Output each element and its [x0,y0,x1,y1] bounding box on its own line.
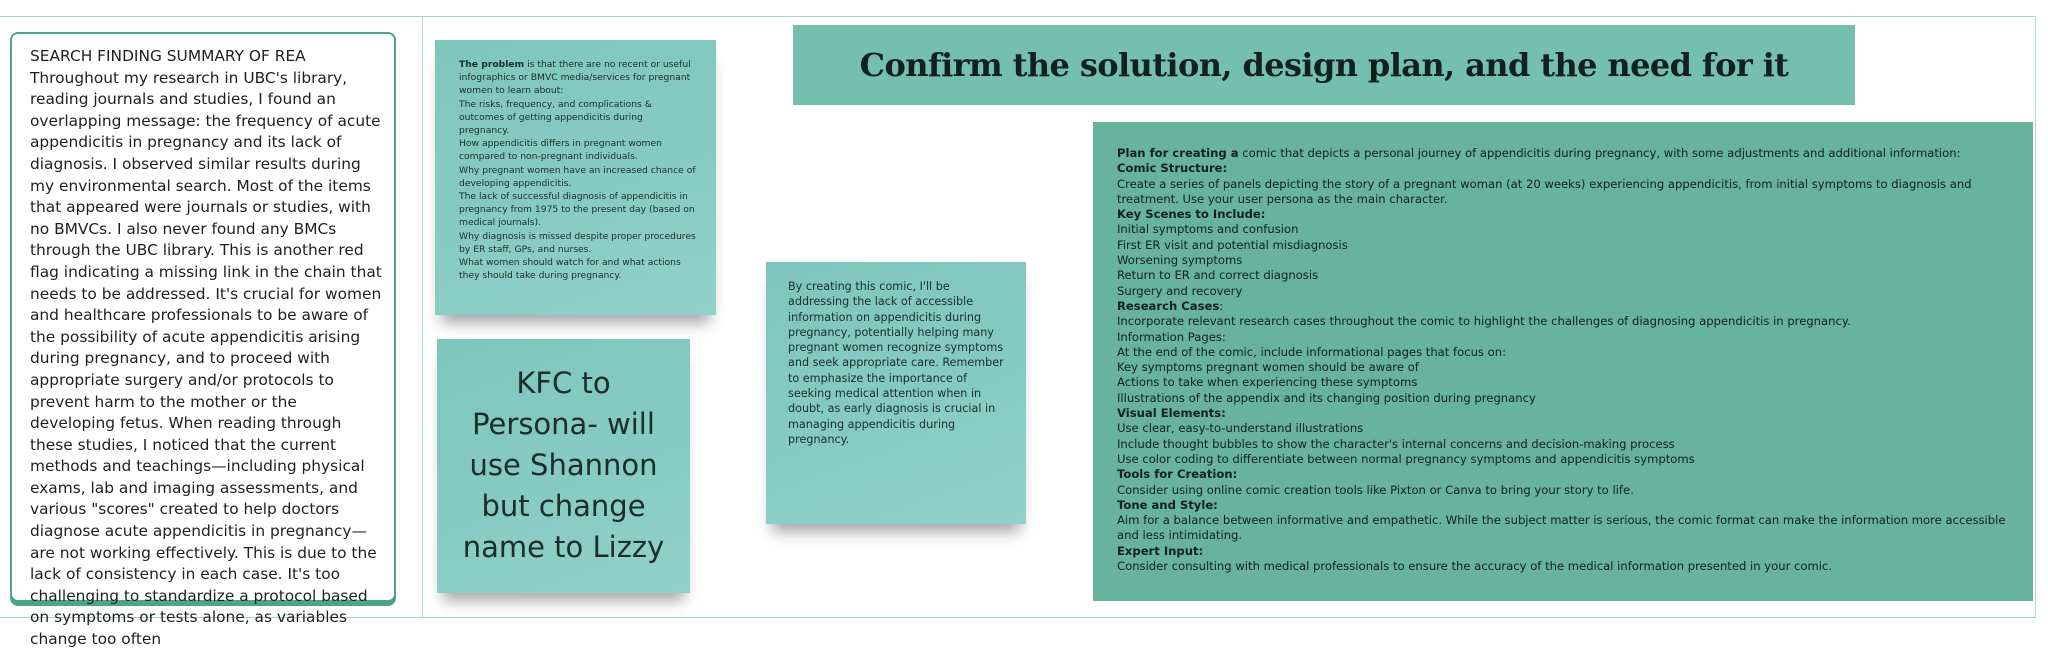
title-banner[interactable] [793,25,1855,105]
problem-note-item: The lack of successful diagnosis of appendicitis in pregnancy from 1975 to the present day (based on medical journals). [459,191,695,229]
design-plan-text [1117,146,2013,574]
problem-note-intro: is that there are no recent or useful infographics or BMVC media/services for pregnant women to learn about: [459,59,691,97]
plan-section-heading [1117,498,2013,513]
problem-note-item: Why pregnant women have an increased chance of developing appendicitis. [459,164,696,189]
plan-line: Incorporate relevant research cases throughout the comic to highlight the challenges of diagnosing appendicitis in pregnancy. [1117,314,1851,329]
plan-intro-rest: comic that depicts a personal journey of appendicitis during pregnancy, with some adjustments and additional information: [1238,146,1961,160]
plan-line: Use color coding to differentiate between normal pregnancy symptoms and appendicitis symptoms [1117,451,1695,466]
problem-note-item: What women should watch for and what actions they should take during pregnancy. [459,257,681,282]
plan-heading-text: Tone and Style: [1117,497,1218,512]
plan-line: Surgery and recovery [1117,283,1243,298]
problem-note-text [459,58,696,282]
plan-heading-text: Key Scenes to Include: [1117,207,1266,222]
plan-line: Aim for a balance between informative and empathetic. While the subject matter is serious, the comic format can make the information more accessible and less intimidating. [1117,513,2006,543]
plan-line: Key symptoms pregnant women should be aware of [1117,360,1419,375]
plan-line: First ER visit and potential misdiagnosis [1117,237,1348,252]
section-divider [422,17,423,617]
design-plan-box[interactable] [1093,122,2033,601]
problem-note-heading: The problem [459,59,525,70]
plan-intro [1117,146,2013,161]
plan-line: Worsening symptoms [1117,253,1243,268]
plan-line: Return to ER and correct diagnosis [1117,268,1319,283]
board-right-edge [2035,17,2036,617]
plan-section-heading [1117,467,2013,482]
plan-section-heading [1117,207,2013,222]
problem-note-item: Why diagnosis is missed despite proper procedures by ER staff, GPs, and nurses. [459,230,696,255]
plan-heading-text: Expert Input: [1117,543,1204,558]
plan-line: At the end of the comic, include informational pages that focus on: [1117,344,1506,359]
comic-purpose-sticky-note[interactable] [766,262,1026,524]
plan-line: Create a series of panels depicting the story of a pregnant woman (at 20 weeks) experiencing appendicitis, from initial symptoms to diagnosis and treatment. Use your user persona as the main character. [1117,176,1972,206]
plan-line: Initial symptoms and confusion [1117,222,1299,237]
plan-heading-text: Tools for Creation: [1117,467,1238,482]
plan-intro-bold: Plan for creating a [1117,146,1239,160]
plan-heading-text: Comic Structure: [1117,161,1228,176]
plan-section-heading [1117,544,2013,559]
plan-line: Consider consulting with medical professionals to ensure the accuracy of the medical information presented in your comic. [1117,559,1833,574]
search-summary-text: SEARCH FINDING SUMMARY OF REA Throughout my research in UBC's library, reading journals and studies, I found an overlapping message: the frequency of acute appendicitis in pregnancy and its lack of diagnosis. I observed similar results during my environmental search. Most of the items that appeared were journals or studies, with no BMVCs. I also never found any BMCs through the UBC library. This is another red flag indicating a missing link in the chain that needs to be addressed. It's crucial for women and healthcare professionals to be aware of the possibility of acute appendicitis arising during pregnancy, and to proceed with appropriate surgery and/or protocols to prevent harm to the mother or the developing fetus. When reading through these studies, I noticed that the current methods and teachings—including physical exams, lab and imaging assessments, and various "scores" created to help doctors diagnose acute appendicitis in pregnancy—are not working effectively. This is due to the lack of consistency in each case. It's too challenging to standardize a protocol based on symptoms or tests alone, as variables change too often [30,47,382,649]
page-title: Confirm the solution, design plan, and the need for it [859,46,1789,84]
problem-note-item: The risks, frequency, and complications & outcomes of getting appendicitis during pregnancy. [459,98,652,137]
search-summary-card[interactable] [10,32,396,649]
plan-line: Information Pages: [1117,329,1226,344]
plan-section-heading [1117,406,2013,421]
comic-purpose-text: By creating this comic, I'll be addressing the lack of accessible information on appendicitis during pregnancy, potentially helping many pregnant women recognize symptoms and seek appropriate care. Remember to emphasize the importance of seeking medical attention when in doubt, as early diagnosis is crucial in managing appendicitis during pregnancy. [788,280,1004,446]
problem-sticky-note[interactable] [435,40,716,315]
plan-line: Use clear, easy-to-understand illustrations [1117,421,1364,436]
plan-line: Actions to take when experiencing these symptoms [1117,375,1418,390]
plan-heading-suffix: : [1219,298,1224,313]
plan-line: Consider using online comic creation tools like Pixton or Canva to bring your story to life. [1117,482,1634,497]
plan-line: Include thought bubbles to show the character's internal concerns and decision-making process [1117,436,1675,451]
kfc-persona-text: KFC to Persona- will use Shannon but change name to Lizzy [462,366,665,564]
kfc-persona-sticky-note[interactable] [437,339,690,593]
problem-note-item: How appendicitis differs in pregnant women compared to non-pregnant individuals. [459,138,662,163]
plan-heading-text: Visual Elements: [1117,406,1226,421]
plan-heading-text: Research Cases [1117,298,1220,313]
plan-section-heading [1117,161,2013,176]
plan-section-heading [1117,299,2013,314]
plan-line: Illustrations of the appendix and its changing position during pregnancy [1117,390,1536,405]
